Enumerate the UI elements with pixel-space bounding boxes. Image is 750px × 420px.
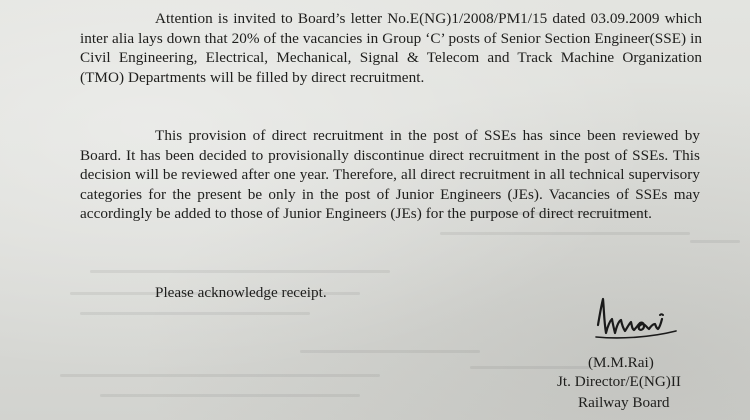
paragraph-direct-recruitment-review: This provision of direct recruitment in the post of SSEs has since been reviewed by Board. It has been decided to provisionally discontinue direct recruitment in the post of SSEs. This decision will be reviewed after one year. Therefore, all direct recruitment in all technical supervisory categories for the present be only in the post of Junior Engineers (JEs). Vacancies of SSEs may accordingly be added to those of Junior Engineers (JEs) for the purpose of direct recruitment. [80, 127, 700, 223]
signatory-organization: Railway Board [578, 394, 670, 411]
paragraph-board-letter-reference: Attention is invited to Board’s letter No.E(NG)1/2008/PM1/15 dated 03.09.2009 which inter alia lays down that 20% of the vacancies in Group ‘C’ posts of Senior Section Engineer(SSE) in Civil Engineering, Electrical, Mechanical, Signal & Telecom and Track Machine Organization (TMO) Departments will be filled by direct recruitment. [80, 10, 702, 86]
signature-block [540, 295, 730, 420]
signatory-designation: Jt. Director/E(NG)II [557, 373, 681, 390]
acknowledgement-line: Please acknowledge receipt. [155, 284, 327, 301]
signatory-name: (M.M.Rai) [588, 354, 654, 371]
handwritten-signature [588, 295, 688, 350]
